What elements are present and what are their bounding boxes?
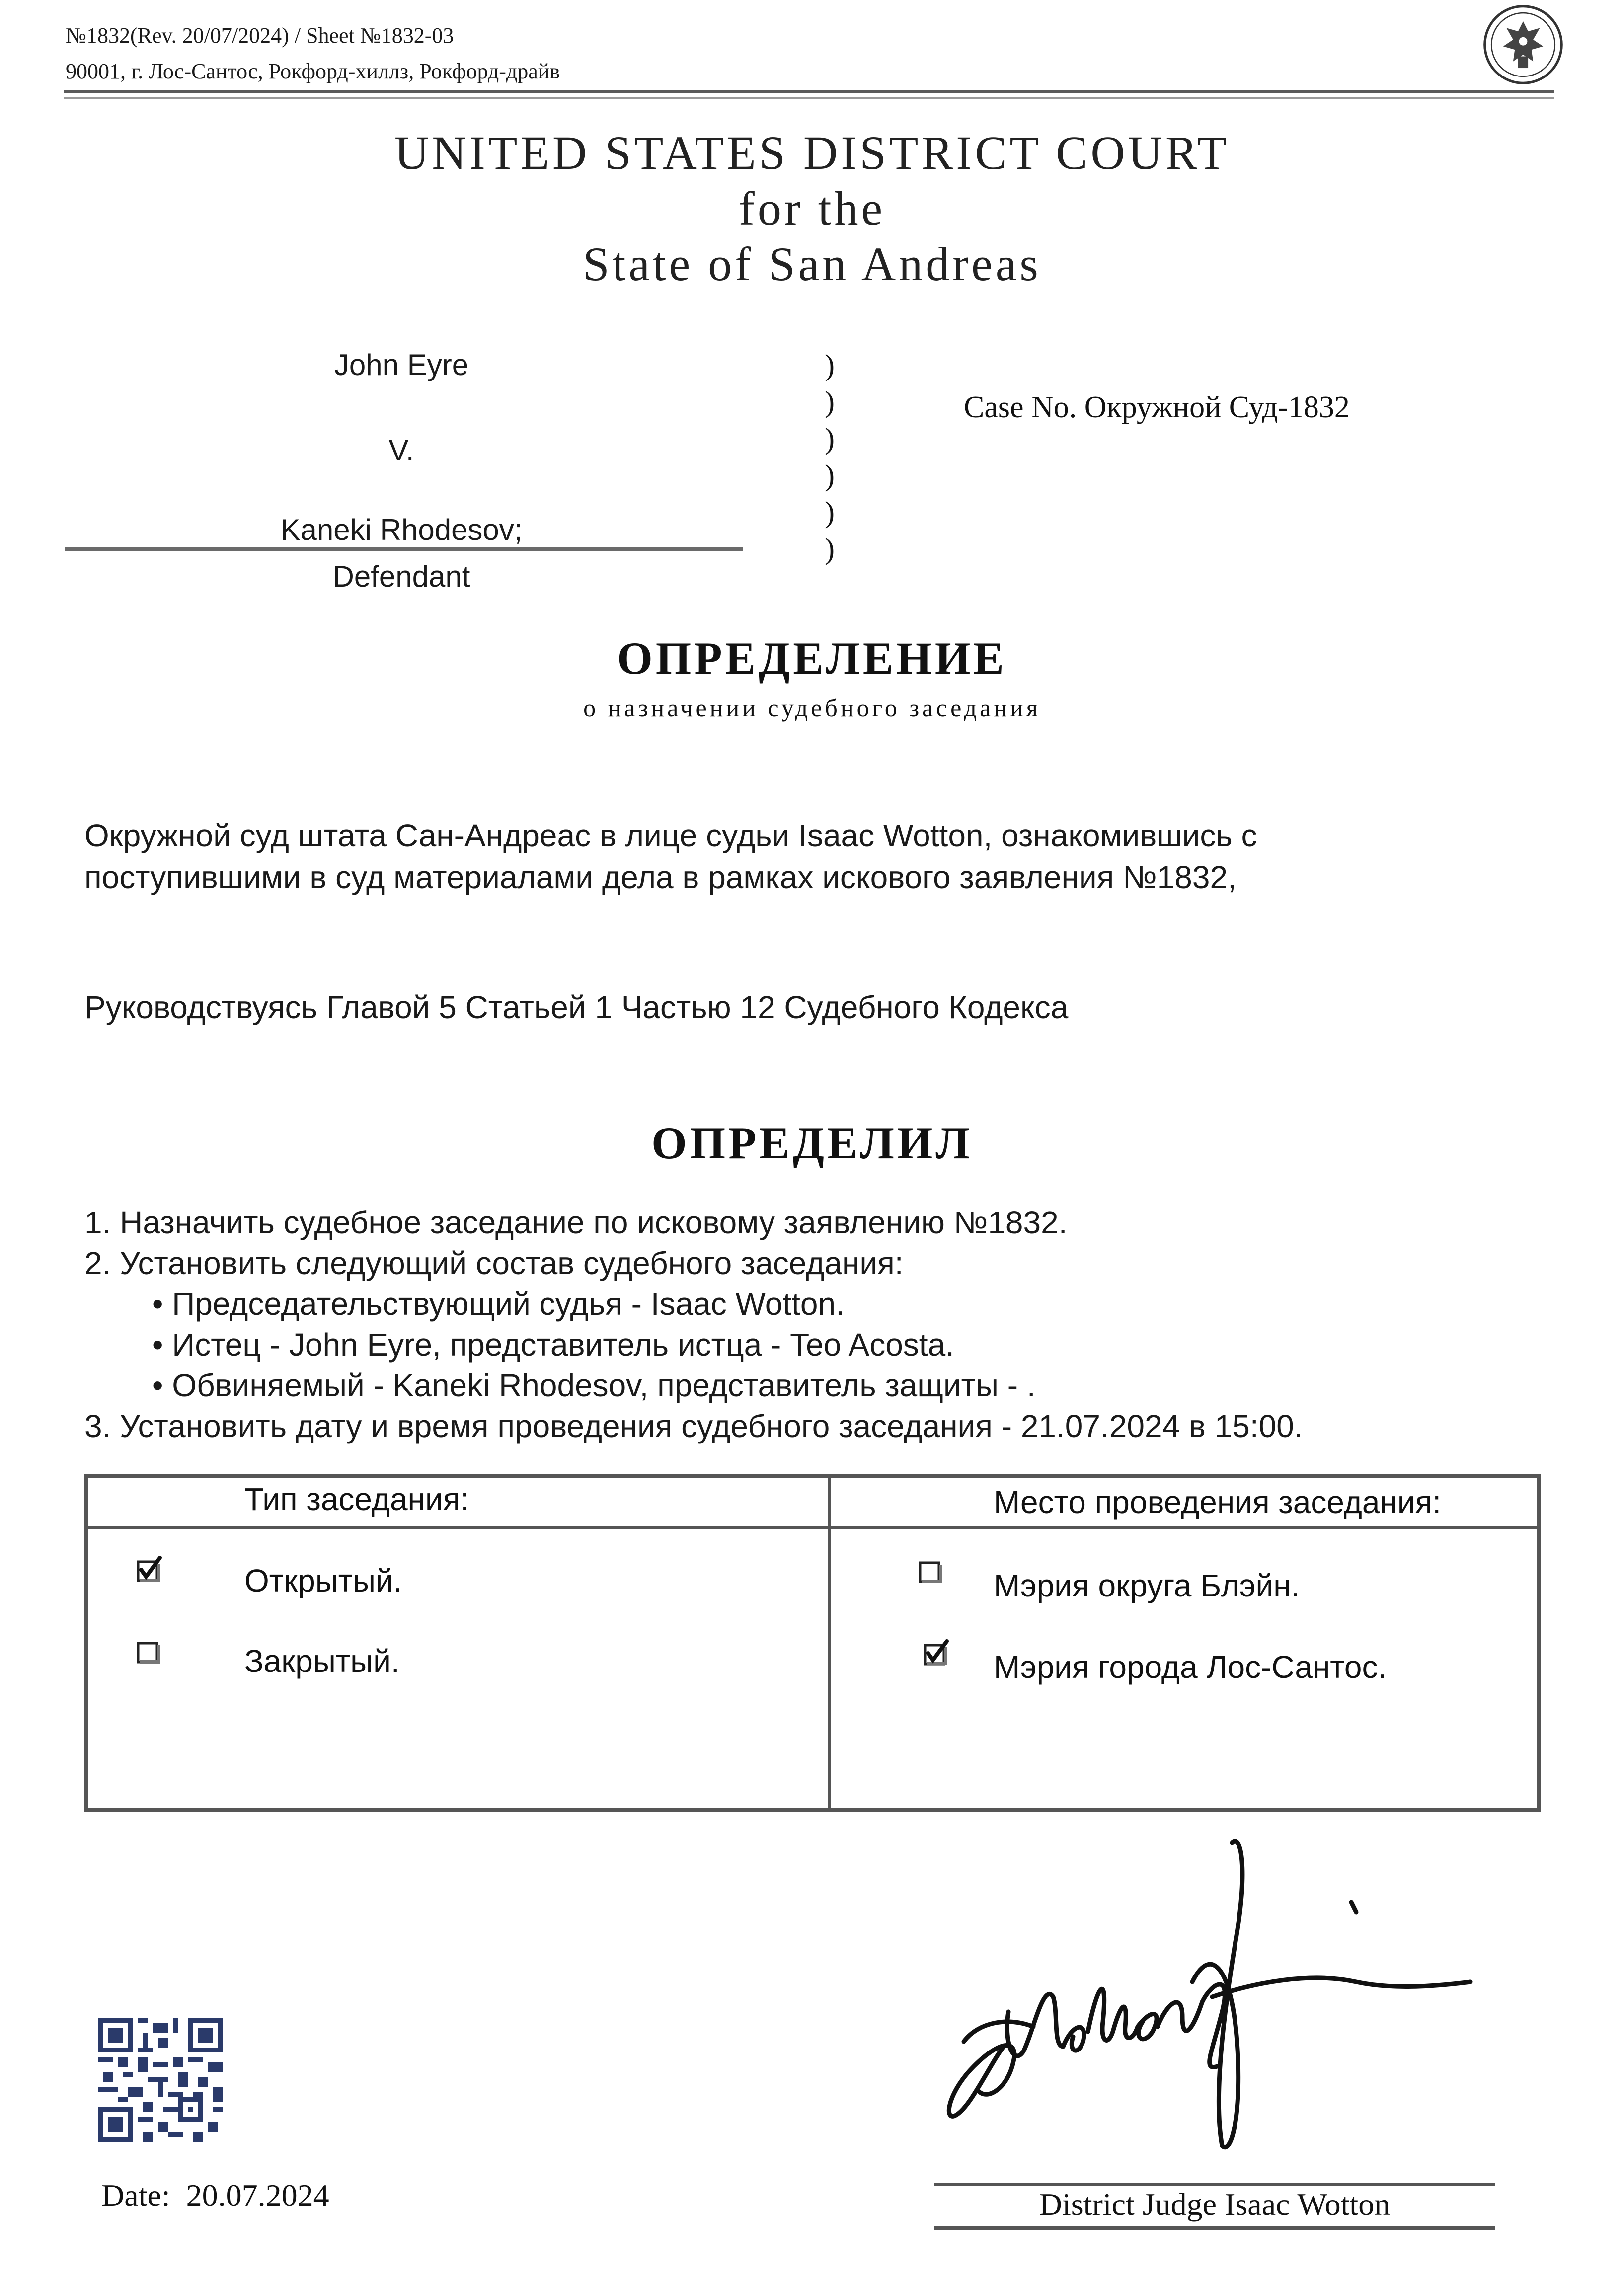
document-subtitle: о назначении судебного заседания: [583, 694, 1041, 722]
header-rule: [64, 90, 1554, 93]
form-number-line: №1832(Rev. 20/07/2024) / Sheet №1832-03: [66, 23, 454, 48]
caption-paren: ): [825, 385, 835, 418]
caption-paren: ): [825, 422, 835, 455]
checkbox-blaine-icon[interactable]: [917, 1558, 947, 1588]
judge-title: District Judge Isaac Wotton: [1039, 2187, 1391, 2222]
intro-line-1: Окружной суд штата Сан-Андреас в лице судьи Isaac Wotton, ознакомившись с: [84, 818, 1257, 853]
place-blaine-label: Мэрия округа Блэйн.: [994, 1568, 1300, 1603]
document-title: ОПРЕДЕЛЕНИЕ: [617, 633, 1007, 684]
versus-label: V.: [388, 434, 414, 467]
caption-paren: ): [825, 496, 835, 529]
composition-plaintiff: • Истец - John Eyre, представитель истца - Teo Acosta.: [152, 1327, 954, 1363]
table-header-rule: [84, 1526, 1541, 1529]
caption-paren: ): [825, 459, 835, 492]
caption-rule: [65, 547, 743, 551]
decision-item-2: 2. Установить следующий состав судебного заседания:: [84, 1245, 904, 1281]
checkbox-open-checked-icon[interactable]: [135, 1555, 165, 1585]
court-seal-icon: [1481, 3, 1565, 86]
session-type-closed-label: Закрытый.: [244, 1643, 400, 1679]
session-type-open-label: Открытый.: [244, 1563, 402, 1598]
session-type-header: Тип заседания:: [244, 1481, 469, 1517]
place-los-santos-label: Мэрия города Лос-Сантос.: [994, 1649, 1387, 1685]
court-state: State of San Andreas: [583, 237, 1041, 291]
decision-item-1: 1. Назначить судебное заседание по исковому заявлению №1832.: [84, 1205, 1068, 1240]
qr-code-icon[interactable]: [98, 2018, 223, 2142]
judge-signature: [934, 1833, 1520, 2156]
date-value: 20.07.2024: [186, 2178, 329, 2213]
plaintiff-name: John Eyre: [334, 348, 469, 381]
date-label: Date:: [101, 2178, 170, 2213]
defendant-role: Defendant: [332, 560, 470, 593]
header-rule-thin: [64, 97, 1554, 99]
signature-rule-bottom: [934, 2226, 1495, 2230]
composition-judge: • Председательствующий судья - Isaac Wotton.: [152, 1286, 845, 1322]
caption-paren: ): [825, 532, 835, 565]
address-line: 90001, г. Лос-Сантос, Рокфорд-хиллз, Рокфорд-драйв: [66, 59, 560, 83]
issue-date: [101, 2177, 329, 2214]
guided-by-line: Руководствуясь Главой 5 Статьей 1 Частью 12 Судебного Кодекса: [84, 989, 1069, 1025]
checkbox-closed-icon[interactable]: [135, 1638, 165, 1668]
composition-defendant: • Обвиняемый - Kaneki Rhodesov, представитель защиты - .: [152, 1367, 1036, 1403]
case-number: Case No. Окружной Суд-1832: [964, 390, 1350, 424]
court-name: UNITED STATES DISTRICT COURT: [394, 126, 1230, 179]
checkbox-los-santos-checked-icon[interactable]: [922, 1638, 952, 1668]
table-divider: [828, 1474, 831, 1812]
caption-paren: ): [825, 349, 835, 381]
defendant-name: Kaneki Rhodesov;: [280, 513, 523, 546]
decision-item-3: 3. Установить дату и время проведения судебного заседания - 21.07.2024 в 15:00.: [84, 1408, 1303, 1444]
session-place-header: Место проведения заседания:: [994, 1484, 1441, 1520]
intro-line-2: поступившими в суд материалами дела в рамках искового заявления №1832,: [84, 859, 1237, 895]
court-for: for the: [738, 182, 886, 235]
decision-heading: ОПРЕДЕЛИЛ: [651, 1118, 973, 1168]
